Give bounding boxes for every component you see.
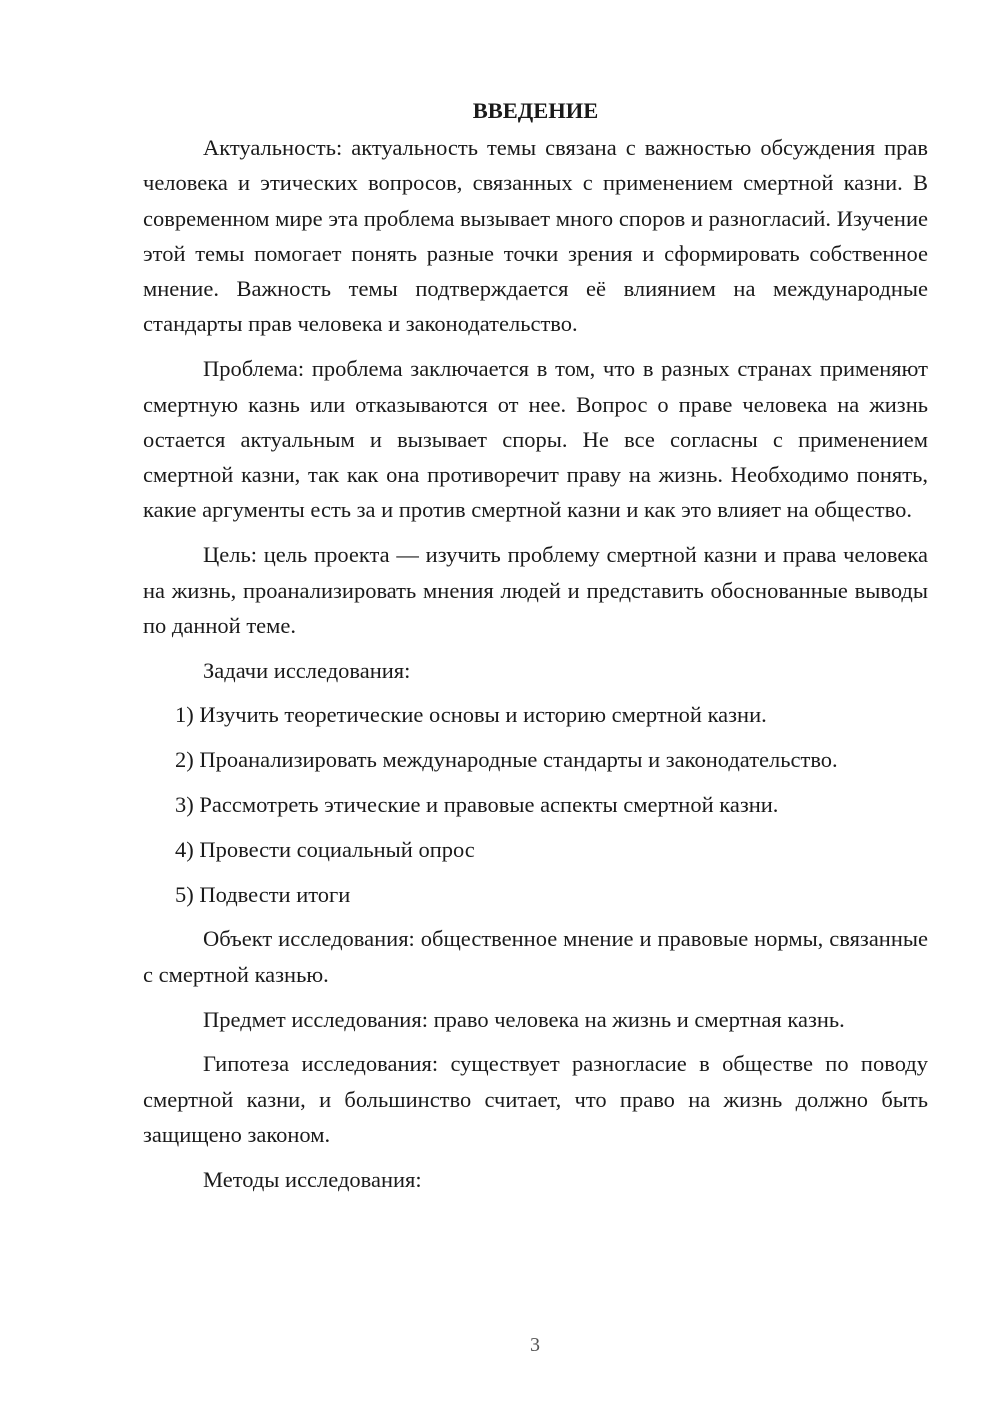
list-item-task-5: 5) Подвести итоги — [175, 881, 351, 907]
list-item-task-3: 3) Рассмотреть этические и правовые аспекты смертной казни. — [175, 792, 779, 818]
paragraph-subject: Предмет исследования: право человека на жизнь и смертная казнь. — [203, 1006, 845, 1032]
paragraph-goal: Цель: цель проекта — изучить проблему смертной казни и права человека на жизнь, проанализировать мнения людей и представить обоснованные выводы по данной теме. — [143, 542, 928, 638]
page-title: ВВЕДЕНИЕ — [472, 98, 599, 123]
paragraph-problem: Проблема: проблема заключается в том, что в разных странах применяют смертную казнь или отказываются от нее. Вопрос о праве человека на жизнь остается актуальным и вызывает споры. Не все согласны с применением смертной казни, так как она противоречит праву на жизнь. Необходимо понять, какие аргументы есть за и против смертной казни и как это влияет на общество. — [143, 356, 928, 523]
list-item-task-2: 2) Проанализировать международные стандарты и законодательство. — [175, 747, 838, 773]
list-item-task-4: 4) Провести социальный опрос — [175, 836, 475, 862]
paragraph-hypothesis: Гипотеза исследования: существует разногласие в обществе по поводу смертной казни, и большинство считает, что право на жизнь должно быть защищено законом. — [143, 1051, 928, 1147]
methods-heading: Методы исследования: — [203, 1166, 422, 1192]
paragraph-object: Объект исследования: общественное мнение и правовые нормы, связанные с смертной казнью. — [143, 926, 928, 987]
page-number: 3 — [530, 1334, 540, 1356]
tasks-heading: Задачи исследования: — [203, 657, 411, 683]
paragraph-actuality: Актуальность: актуальность темы связана с важностью обсуждения прав человека и этических вопросов, связанных с применением смертной казни. В современном мире эта проблема вызывает много споров и разногласий. Изучение этой темы помогает понять разные точки зрения и сформировать собственное мнение. Важность темы подтверждается её влиянием на международные стандарты прав человека и законодательство. — [143, 135, 928, 337]
list-item-task-1: 1) Изучить теоретические основы и историю смертной казни. — [175, 702, 767, 728]
